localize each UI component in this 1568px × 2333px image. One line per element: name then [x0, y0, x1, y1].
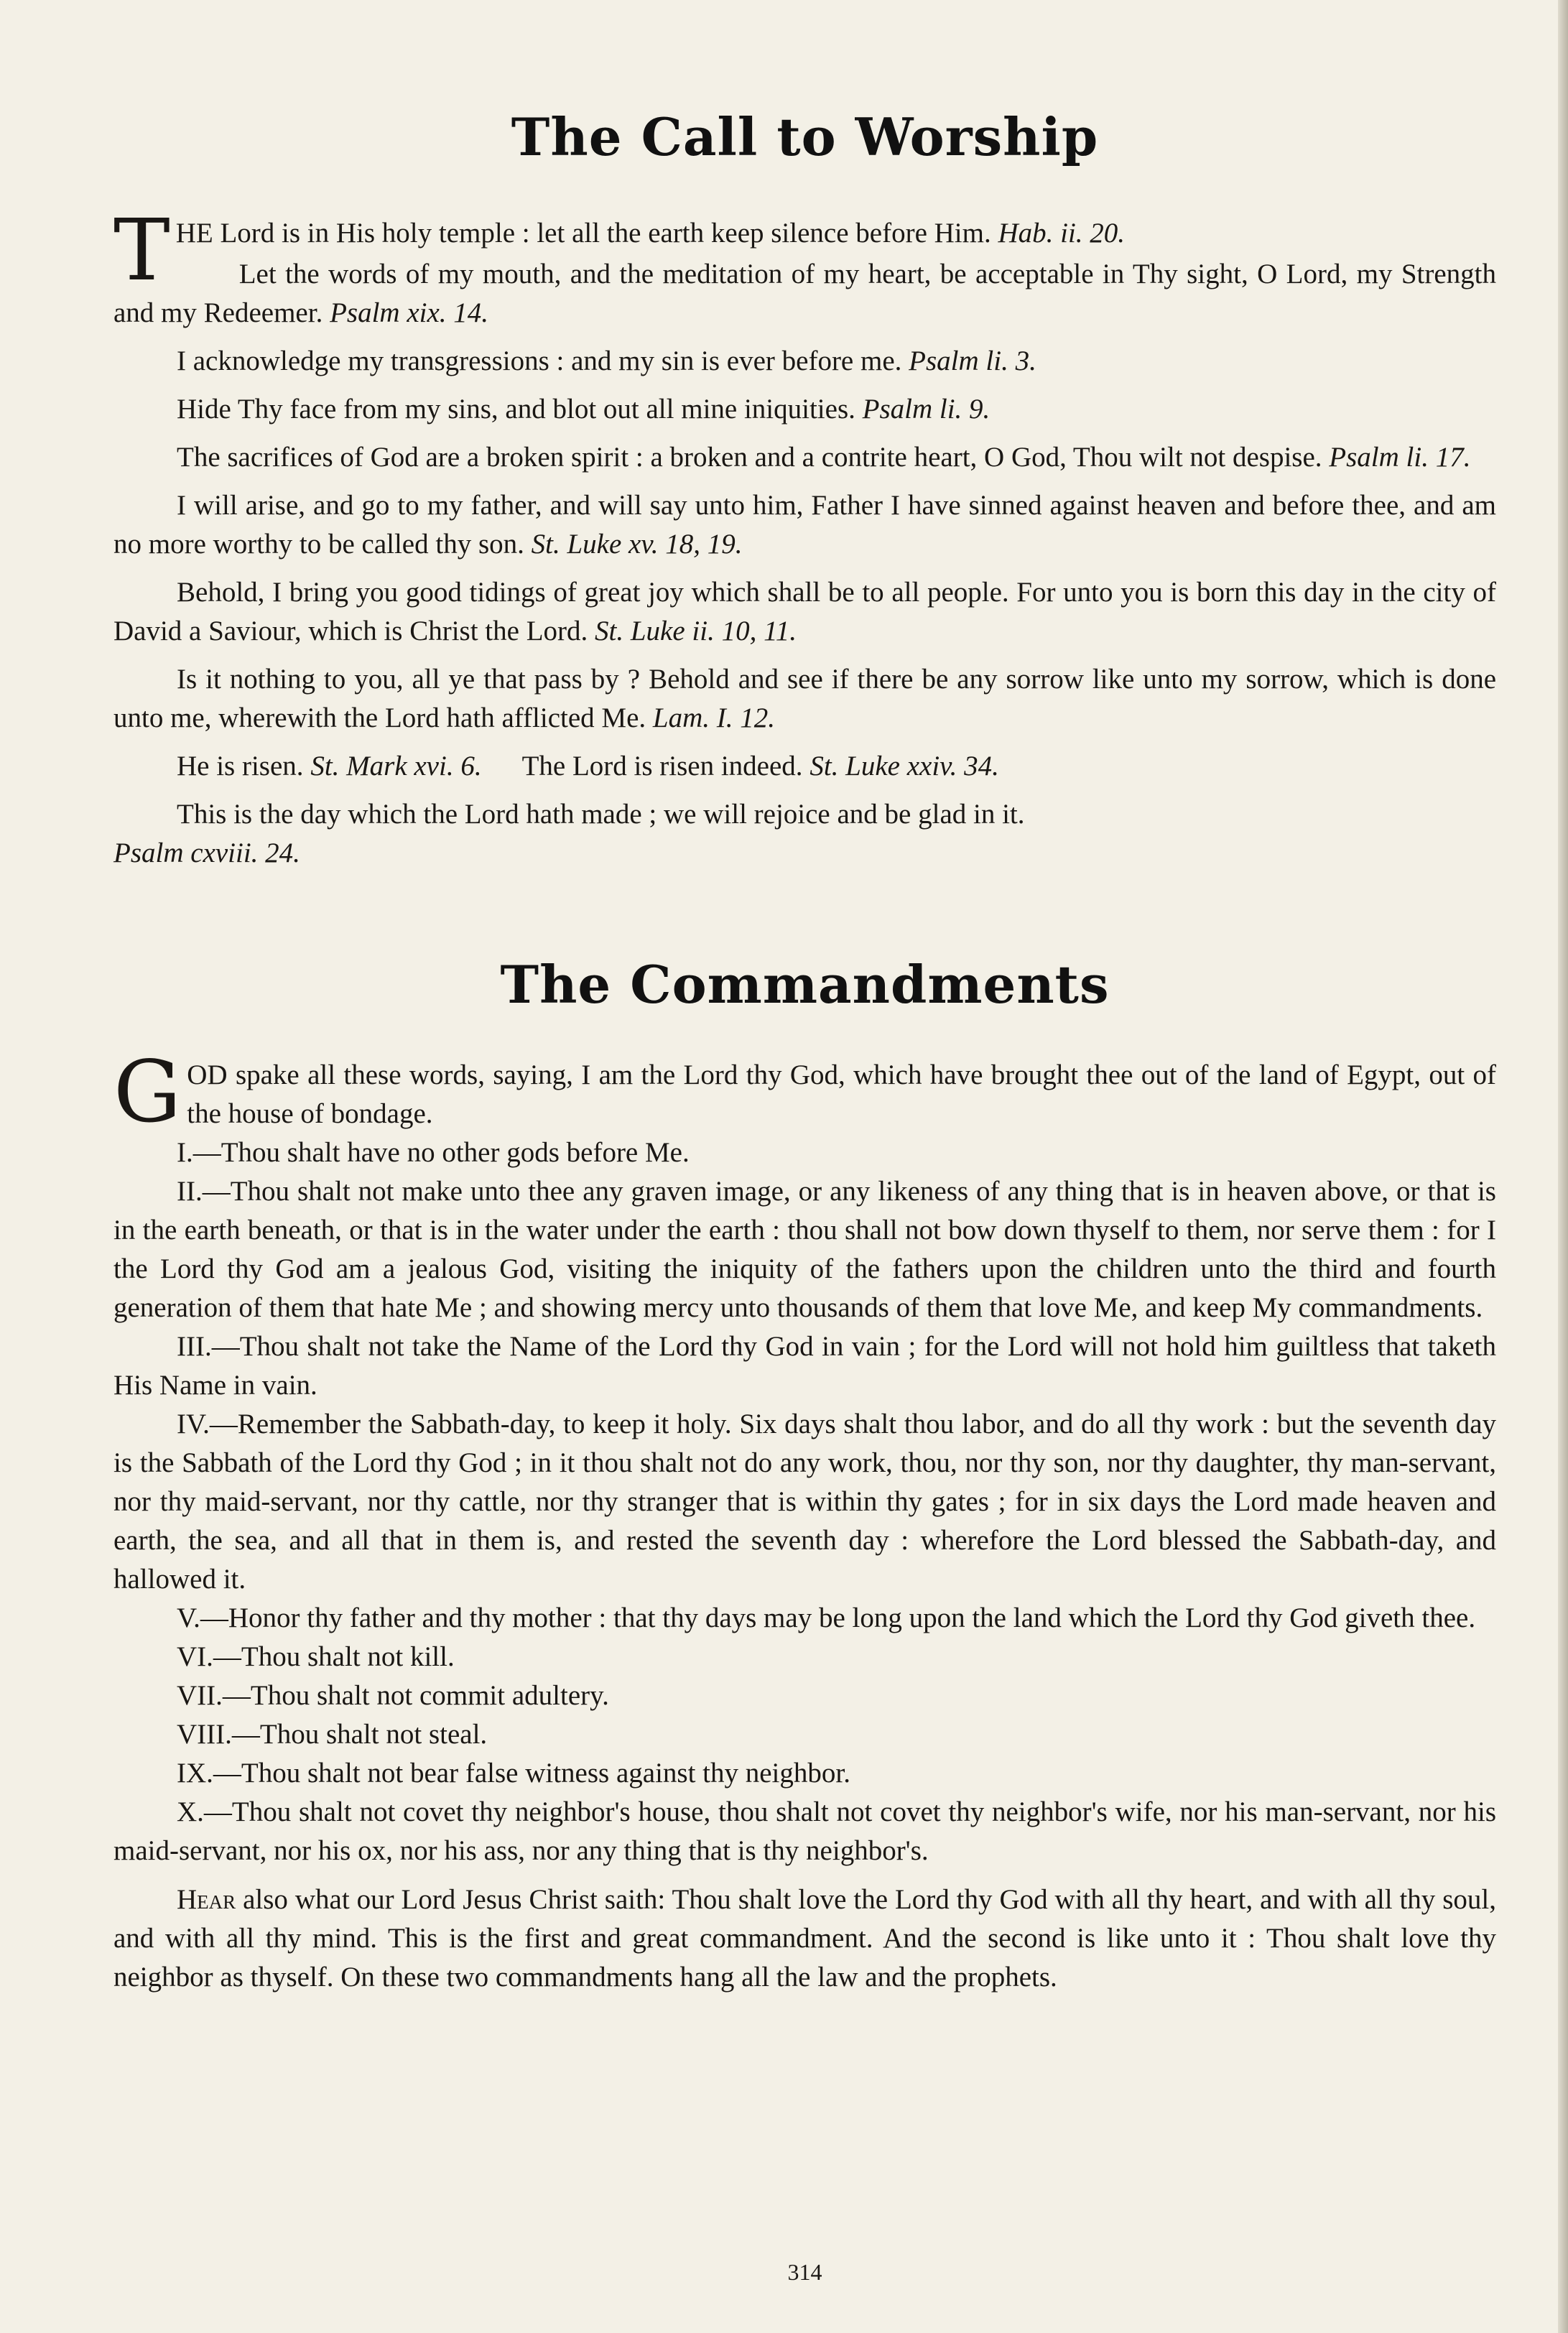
verse-text: I acknowledge my transgressions : and my sin is ever before me.: [177, 345, 902, 376]
summary-lead: Hear: [177, 1884, 236, 1915]
commandments-intro: [113, 1042, 1496, 1141]
verse-text: The sacrifices of God are a broken spirit : a broken and a contrite heart, O God, Thou wilt not despise.: [177, 442, 1322, 473]
commandment-4: IV.—Remember the Sabbath-day, to keep it holy. Six days shalt thou labor, and do all thy work : but the seventh day is the Sabbath of the Lord thy God ; in it thou shalt not do any work, thou, nor thy son, nor thy daughter, thy man-servant, nor thy maid-servant, nor thy cattle, nor thy stranger that is within thy gates ; for in six days the Lord made heaven and earth, the sea, and all that in them is, and rested the seventh day : wherefore the Lord blessed the Sabbath-day, and hallowed it.: [113, 1409, 1496, 1595]
verse-3: [113, 342, 1496, 381]
verse-text: Is it nothing to you, all ye that pass by ? Behold and see if there be any sorrow like unto my sorrow, which is done unto me, wherewith the Lord hath afflicted Me.: [113, 664, 1496, 733]
call-to-worship-section: [113, 200, 1496, 882]
commandment-2: II.—Thou shalt not make unto thee any graven image, or any likeness of any thing that is in heaven above, or that is in the earth beneath, or that is in the water under the earth : thou shall not bow down thyself to them, nor serve them : for I the Lord thy God am a jealous God, visiting the iniquity of the fathers upon the children unto the third and fourth generation of them that hate Me ; and showing mercy unto thousands of them that love Me, and keep My commandments.: [113, 1176, 1496, 1323]
commandment-5: V.—Honor thy father and thy mother : that thy days may be long upon the land which the Lord thy God giveth thee.: [177, 1603, 1476, 1633]
verse-2: [113, 255, 1496, 333]
verse-text: Hide Thy face from my sins, and blot out all mine iniquities.: [177, 394, 855, 425]
verse-ref: Psalm cxviii. 24.: [113, 838, 300, 868]
verse-ref: Psalm li. 9.: [862, 394, 991, 425]
title-commandments: The Commandments: [500, 954, 1110, 1015]
verse-5: [113, 438, 1496, 477]
summary-text: also what our Lord Jesus Christ saith: Thou shalt love the Lord thy God with all thy heart, and with all thy soul, and with all thy mind. This is the first and great commandment. And the second is like unto it : Thou shalt love thy neighbor as thyself. On these two commandments hang all the law and the prophets.: [113, 1884, 1496, 1993]
verse-text: Let the words of my mouth, and the meditation of my heart, be acceptable in Thy sight, O Lord, my Strength and my Redeemer.: [113, 259, 1496, 328]
commandment-1: I.—Thou shalt have no other gods before Me.: [177, 1137, 690, 1168]
verse-6: [113, 486, 1496, 564]
title-call-to-worship: The Call to Worship: [511, 106, 1099, 167]
verse-ref: Psalm li. 17.: [1329, 442, 1471, 473]
page-number: 314: [787, 2259, 822, 2285]
verse-ref: St. Mark xvi. 6.: [310, 751, 482, 781]
commandment-3: III.—Thou shalt not take the Name of the Lord thy God in vain ; for the Lord will not hold him guiltless that taketh His Name in vain.: [113, 1331, 1496, 1401]
commandment-6: VI.—Thou shalt not kill.: [177, 1641, 455, 1672]
verse-ref: Hab. ii. 20.: [998, 218, 1126, 249]
verse-text: I will arise, and go to my father, and will say unto him, Father I have sinned against heaven and before thee, and am no more worthy to be called thy son.: [113, 490, 1496, 560]
commandment-10: X.—Thou shalt not covet thy neighbor's house, thou shalt not covet thy neighbor's wife, nor his man-servant, nor his maid-servant, nor his ox, nor his ass, nor any thing that is thy neighbor's.: [113, 1796, 1496, 1866]
verse-ref: Psalm xix. 14.: [330, 297, 489, 328]
great-commandment: [113, 1880, 1496, 1997]
verse-ref: St. Luke xv. 18, 19.: [531, 529, 743, 560]
verse-4: [113, 390, 1496, 429]
verse-ref-2: St. Luke xxiv. 34.: [809, 751, 999, 781]
verse-text: This is the day which the Lord hath made ; we will rejoice and be glad in it.: [177, 799, 1025, 830]
verse-text-2: The Lord is risen indeed.: [521, 751, 803, 781]
verse-text: He is risen.: [177, 751, 304, 781]
verse-10: [113, 795, 1496, 873]
commandments-section: [113, 1042, 1496, 1997]
verse-ref: St. Luke ii. 10, 11.: [595, 616, 797, 646]
verse-ref: Lam. I. 12.: [652, 702, 775, 733]
dropcap-g: G: [113, 1042, 182, 1141]
verse-8: [113, 660, 1496, 738]
intro-text: OD spake all these words, saying, I am the Lord thy God, which have brought thee out of the land of Egypt, out of the house of bondage.: [187, 1059, 1496, 1129]
verse-7: [113, 573, 1496, 651]
verse-ref: Psalm li. 3.: [909, 345, 1036, 376]
commandment-9: IX.—Thou shalt not bear false witness against thy neighbor.: [177, 1758, 850, 1789]
commandment-8: VIII.—Thou shalt not steal.: [177, 1719, 488, 1750]
dropcap-t: T: [113, 200, 170, 300]
page-edge: [1558, 0, 1568, 2333]
verse-text: HE Lord is in His holy temple : let all the earth keep silence before Him.: [175, 218, 991, 249]
verse-text: Behold, I bring you good tidings of great joy which shall be to all people. For unto you is born this day in the city of David a Saviour, which is Christ the Lord.: [113, 577, 1496, 646]
commandment-7: VII.—Thou shalt not commit adultery.: [177, 1680, 609, 1711]
verse-9: [113, 747, 1496, 786]
